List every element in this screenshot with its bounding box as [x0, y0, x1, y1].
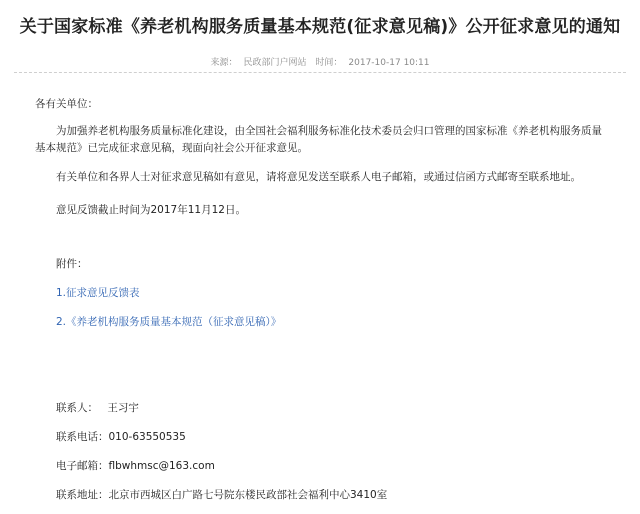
contact-phone: [56, 429, 186, 446]
source-name: 民政部门户网站: [243, 58, 307, 68]
attachment-link-feedback-form[interactable]: 1.征求意见反馈表: [56, 287, 140, 299]
contact-address-label: 联系地址：: [56, 489, 109, 501]
contact-address: [56, 487, 387, 504]
contact-email-value: flbwhmsc@163.com: [108, 460, 215, 472]
contact-person-name: 王习宇: [107, 402, 139, 414]
attachments-label: 附件：: [56, 258, 88, 270]
contact-phone-label: 联系电话：: [56, 431, 109, 443]
contact-email-label: 电子邮箱：: [56, 460, 109, 472]
contact-email: [56, 458, 215, 475]
time-label: 时间：: [315, 58, 343, 68]
source-label: 来源：: [210, 58, 238, 68]
article-title: 关于国家标准《养老机构服务质量基本规范(征求意见稿)》公开征求意见的通知: [19, 17, 621, 37]
title-divider: [14, 72, 626, 73]
paragraph-deadline: 意见反馈截止时间为2017年11月12日。: [56, 204, 246, 216]
publish-time: 2017-10-17 10:11: [348, 58, 430, 68]
contact-person-label: 联系人：: [56, 402, 98, 414]
contact-person: [56, 400, 139, 417]
contact-phone-value: 010-63550535: [108, 431, 186, 443]
contact-address-value: 北京市西城区白广路七号院东楼民政部社会福利中心3410室: [108, 489, 388, 501]
greeting: 各有关单位：: [35, 98, 98, 110]
paragraph-intro: 为加强养老机构服务质量标准化建设，由全国社会福利服务标准化技术委员会归口管理的国家标准《养老机构服务质量基本规范》已完成征求意见稿，现面向社会公开征求意见。: [35, 125, 602, 154]
paragraph-feedback: 有关单位和各界人士对征求意见稿如有意见，请将意见发送至联系人电子邮箱，或通过信函方式邮寄至联系地址。: [56, 171, 581, 183]
article-meta: [0, 55, 640, 68]
attachment-link-draft-standard[interactable]: 2.《养老机构服务质量基本规范（征求意见稿）》: [56, 316, 282, 328]
